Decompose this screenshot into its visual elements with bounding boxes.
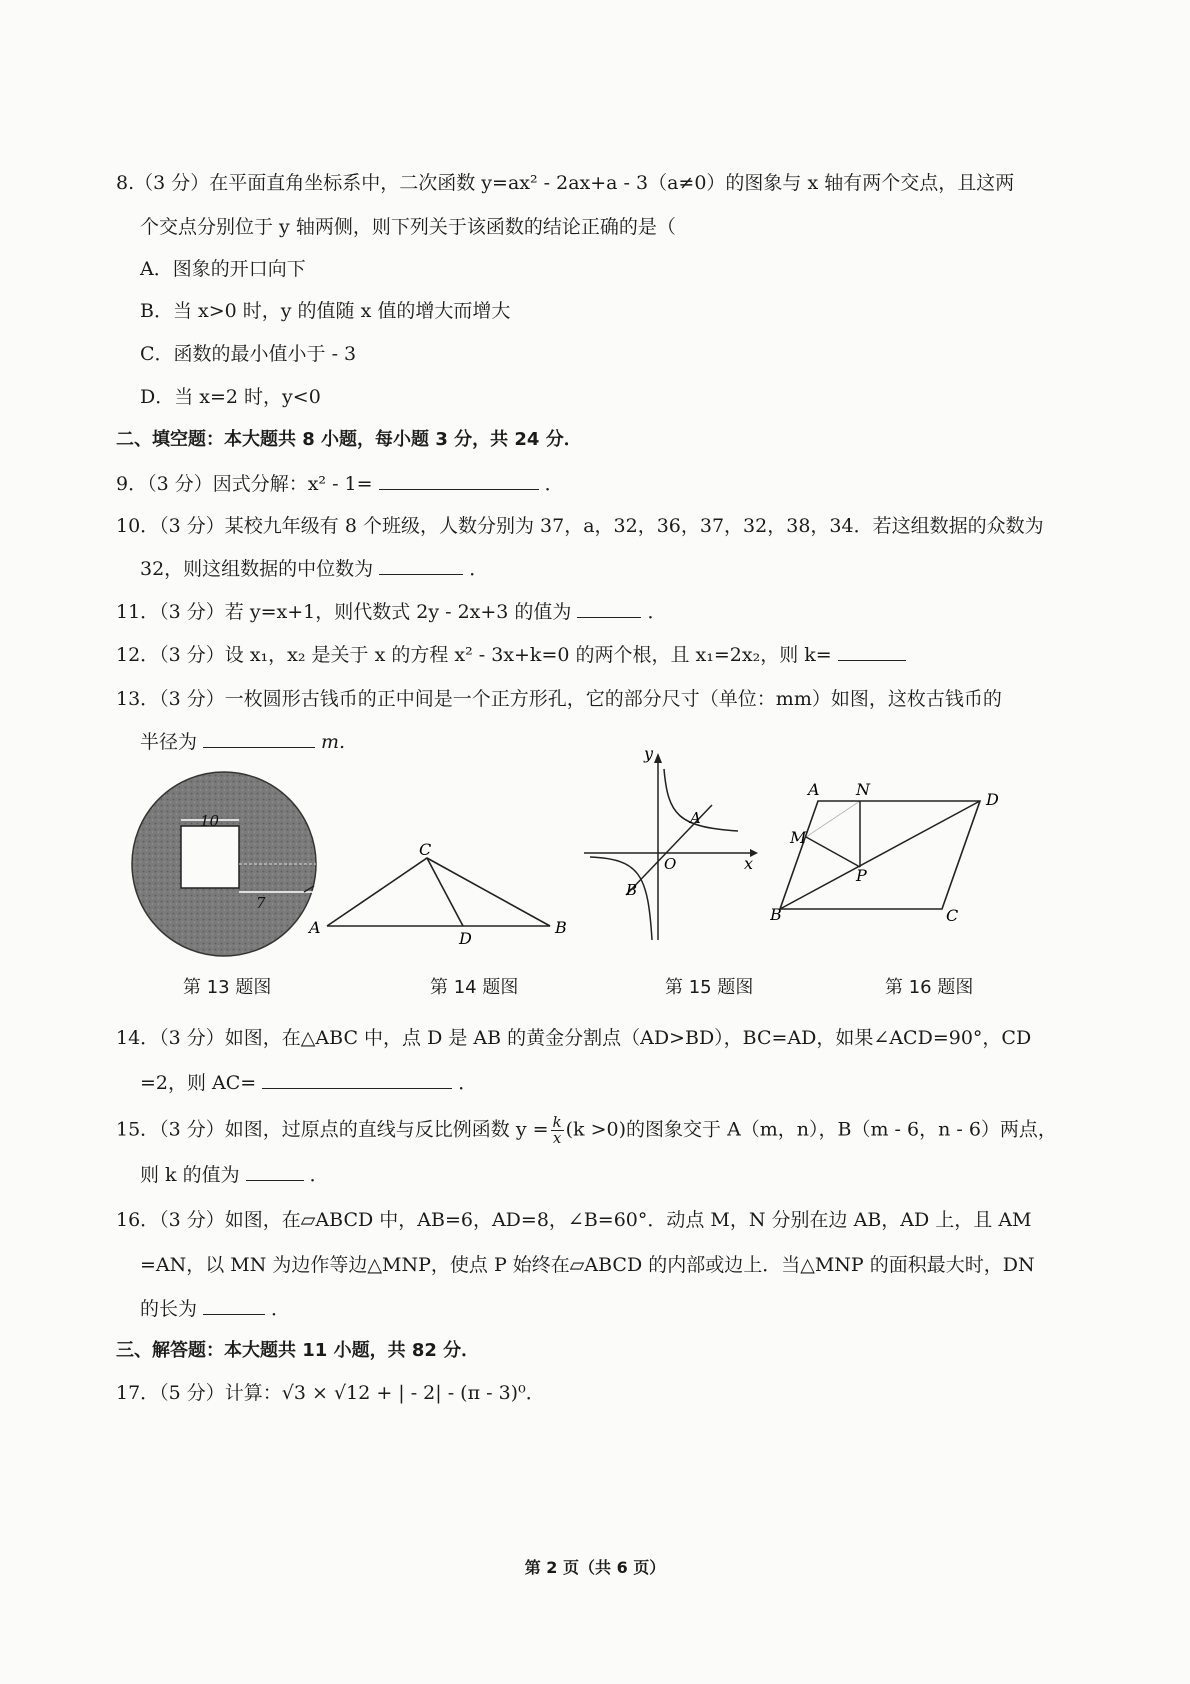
q16-line3-text: 的长为 [140, 1298, 198, 1320]
q16-line2: =AN，以 MN 为边作等边△MNP，使点 P 始终在▱ABCD 的内部或边上．当△MNP 的面积最大时，DN [140, 1254, 1035, 1276]
q15-line2-text: 则 k 的值为 [140, 1164, 240, 1186]
q11 [116, 599, 1056, 625]
q16-answer-blank [203, 1296, 265, 1315]
figure-13-coin [130, 768, 330, 968]
q10-answer-blank [379, 556, 463, 575]
q12-text: 12．（3 分）设 x₁，x₂ 是关于 x 的方程 x² - 3x+k=0 的两个根，且 x₁=2x₂，则 k= [116, 644, 832, 666]
q15-fraction [551, 1115, 564, 1146]
q8-option-d: D．当 x=2 时，y<0 [140, 386, 321, 408]
fig15-label-x: x [744, 854, 754, 873]
figure-16-parallelogram [770, 775, 1080, 955]
fig16-point-d: D [986, 790, 999, 809]
q9-answer-blank [379, 471, 539, 490]
q11-end: ． [647, 601, 667, 623]
q15-frac-den: x [552, 1129, 562, 1147]
q10-line1: 10．（3 分）某校九年级有 8 个班级，人数分别为 37，a，32，36，37，32，38，34．若这组数据的众数为 [116, 515, 1044, 537]
q15-end: ． [309, 1164, 329, 1186]
fig16-point-a: A [808, 780, 820, 799]
q15-line2 [140, 1162, 1080, 1188]
fig15-origin-o: O [664, 855, 677, 873]
q15-line1 [116, 1115, 1056, 1146]
caption-fig15: 第 15 题图 [665, 977, 754, 998]
fig14-point-d: D [459, 929, 472, 948]
q10-end: ． [469, 558, 489, 580]
q13-line1: 13．（3 分）一枚圆形古钱币的正中间是一个正方形孔，它的部分尺寸（单位：mm）如图，这枚古钱币的 [116, 688, 1002, 710]
q13-end: m. [321, 731, 346, 753]
q8-option-b: B．当 x>0 时，y 的值随 x 值的增大而增大 [140, 300, 511, 322]
q12-answer-blank [838, 642, 906, 661]
q14-line2 [140, 1070, 1080, 1096]
q11-text: 11．（3 分）若 y=x+1，则代数式 2y - 2x+3 的值为 [116, 601, 572, 623]
section-3-heading: 三、解答题：本大题共 11 小题，共 82 分． [116, 1340, 480, 1361]
q11-answer-blank [577, 599, 641, 618]
page-footer: 第 2 页（共 6 页） [524, 1558, 666, 1577]
fig14-point-c: C [419, 840, 432, 859]
q14-answer-blank [262, 1070, 452, 1089]
q8-line1: 8.（3 分）在平面直角坐标系中，二次函数 y=ax² - 2ax+a - 3（a≠0）的图象与 x 轴有两个交点，且这两 [116, 172, 1015, 194]
fig16-point-n: N [856, 780, 870, 799]
fig14-point-b: B [555, 918, 567, 937]
q10-line2 [140, 556, 1080, 582]
q14-line1: 14．（3 分）如图，在△ABC 中，点 D 是 AB 的黄金分割点（AD>BD），BC=AD，如果∠ACD=90°，CD [116, 1027, 1032, 1049]
fig15-label-y: y [644, 745, 654, 763]
q12 [116, 642, 1056, 668]
q9-text: 9．（3 分）因式分解：x² - 1= [116, 473, 373, 495]
q17: 17．（5 分）计算：√3 × √12 + | - 2| - (π - 3)⁰． [116, 1382, 545, 1404]
fig13-label-7: 7 [256, 894, 266, 912]
caption-fig13: 第 13 题图 [183, 977, 272, 998]
fig15-point-a: A [690, 809, 701, 827]
q16-line1: 16．（3 分）如图，在▱ABCD 中，AB=6，AD=8，∠B=60°．动点 M，N 分别在边 AB，AD 上，且 AM [116, 1209, 1032, 1231]
q8-option-a: A．图象的开口向下 [140, 258, 306, 280]
figure-15-graph [570, 745, 770, 955]
q9 [116, 471, 1056, 497]
fig16-point-b: B [770, 905, 782, 924]
fig14-point-a: A [309, 918, 321, 937]
fig16-point-c: C [946, 906, 959, 925]
q10-line2-text: 32，则这组数据的中位数为 [140, 558, 374, 580]
fig16-point-m: M [790, 828, 807, 847]
q8-line2: 个交点分别位于 y 轴两侧，则下列关于该函数的结论正确的是（ [140, 216, 676, 238]
fig16-point-p: P [856, 866, 867, 885]
q8-option-c: C．函数的最小值小于 - 3 [140, 343, 357, 365]
q14-line2-text: =2，则 AC= [140, 1072, 257, 1094]
fig15-point-b: B [626, 881, 638, 899]
q15-frac-num: k [552, 1113, 562, 1131]
q15-post: (k >0)的图象交于 A（m，n），B（m - 6，n - 6）两点， [565, 1118, 1057, 1141]
q15-answer-blank [246, 1162, 304, 1181]
section-2-heading: 二、填空题：本大题共 8 小题，每小题 3 分，共 24 分． [116, 429, 582, 450]
caption-fig14: 第 14 题图 [430, 977, 519, 998]
fig13-label-10: 10 [200, 812, 220, 830]
q9-end: ． [544, 473, 564, 495]
figure-14-triangle [305, 840, 585, 950]
q14-end: ． [458, 1072, 478, 1094]
q13-answer-blank [203, 729, 315, 748]
q16-end: ． [271, 1298, 291, 1320]
q13-line2-text: 半径为 [140, 731, 198, 753]
q16-line3 [140, 1296, 1080, 1322]
caption-fig16: 第 16 题图 [885, 977, 974, 998]
q15-pre: 15．（3 分）如图，过原点的直线与反比例函数 y = [116, 1118, 549, 1141]
